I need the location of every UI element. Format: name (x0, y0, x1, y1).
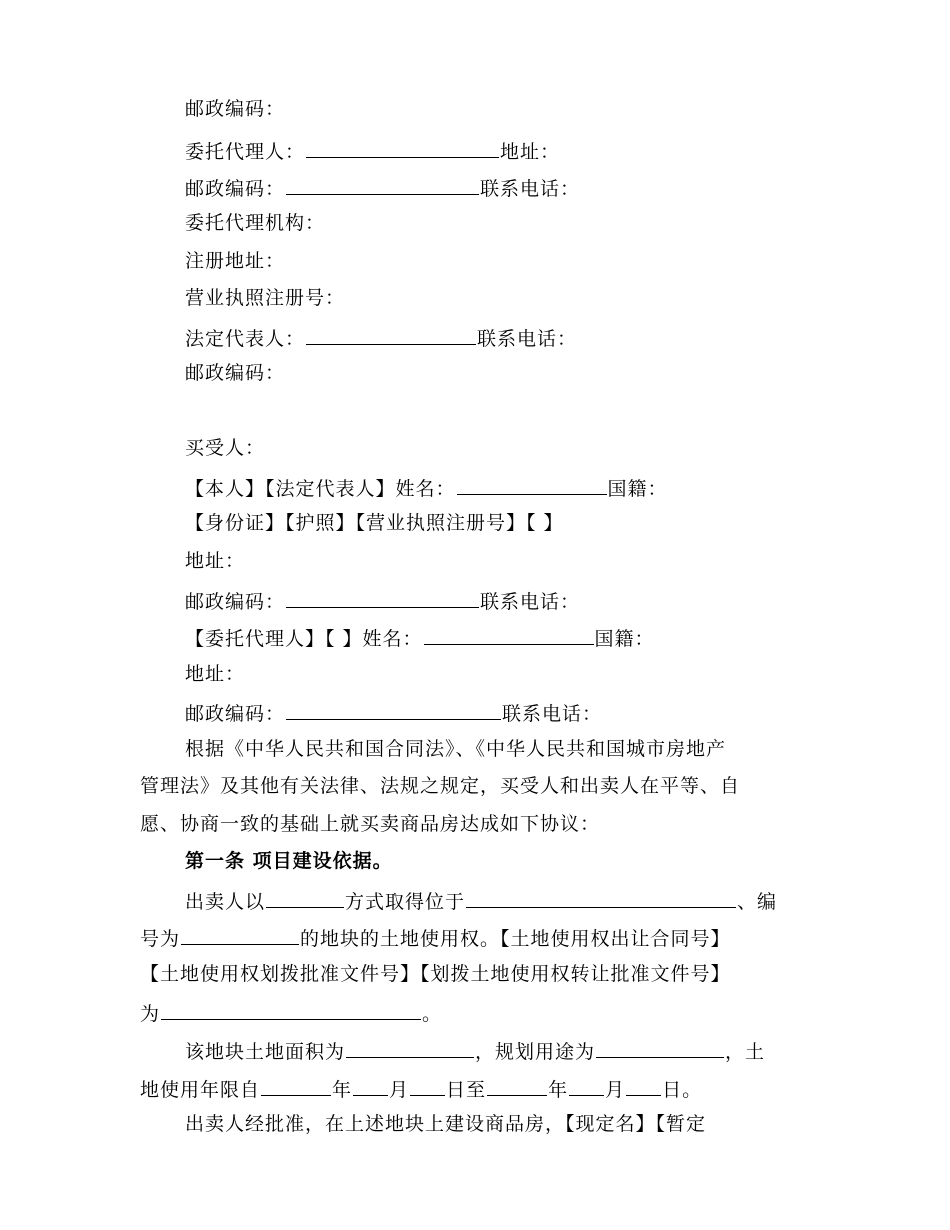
text: 月 (605, 1079, 626, 1101)
location-blank[interactable] (466, 887, 736, 908)
text: 。 (422, 1003, 443, 1025)
preamble-line-1 (185, 737, 726, 761)
preamble-text: 管理法》及其他有关法律、法规之规定，买受人和出卖人在平等、自 (140, 775, 741, 797)
text: 方式取得位于 (345, 891, 466, 913)
postcode-label: 邮政编码： (185, 98, 286, 120)
postcode-label: 邮政编码： (185, 362, 286, 384)
land-use-blank[interactable] (596, 1037, 724, 1058)
article-heading: 第一条 项目建设依据。 (185, 850, 393, 872)
postcode-label: 邮政编码： (185, 591, 286, 613)
text: 月 (389, 1079, 410, 1101)
text: ，土 (725, 1041, 766, 1063)
agent-postcode-line (185, 174, 580, 201)
agency-postcode-line (185, 361, 285, 385)
article-1-p1-line1 (185, 887, 777, 914)
agent-line (185, 137, 560, 164)
end-day-blank[interactable] (626, 1075, 661, 1096)
agency-line (185, 211, 325, 235)
address-label: 地址： (500, 141, 561, 163)
text: 号为 (140, 928, 181, 950)
reg-address-line (185, 249, 285, 273)
license-label: 营业执照注册号： (185, 287, 346, 309)
license-line (185, 286, 345, 310)
end-year-blank[interactable] (487, 1075, 547, 1096)
text: 【土地使用权划拨批准文件号】【划拨土地使用权转让批准文件号】 (140, 963, 731, 985)
address-label: 地址： (185, 550, 246, 572)
legal-rep-label: 法定代表人： (185, 328, 306, 350)
buyer-title (185, 436, 265, 460)
buyer-name-label: 【本人】【法定代表人】姓名： (185, 478, 456, 500)
phone-label: 联系电话： (477, 328, 578, 350)
land-area-blank[interactable] (346, 1037, 474, 1058)
plot-number-blank[interactable] (181, 924, 299, 945)
postcode-blank[interactable] (286, 587, 479, 608)
legal-rep-line (185, 324, 577, 351)
text: 年 (548, 1079, 569, 1101)
postcode-label: 邮政编码： (185, 178, 286, 200)
start-day-blank[interactable] (410, 1075, 445, 1096)
postcode-blank[interactable] (286, 174, 479, 195)
text: 地使用年限自 (140, 1079, 261, 1101)
start-year-blank[interactable] (261, 1075, 331, 1096)
method-blank[interactable] (266, 887, 344, 908)
buyer-name-line (185, 474, 668, 501)
phone-label: 联系电话： (480, 178, 581, 200)
agency-label: 委托代理机构： (185, 212, 326, 234)
agent-label: 委托代理人： (185, 141, 306, 163)
agent-blank[interactable] (306, 137, 499, 158)
article-1-p2-line1 (185, 1037, 765, 1064)
phone-label: 联系电话： (480, 591, 581, 613)
text: 为 (140, 1003, 161, 1025)
article-1-p3-line1 (185, 1112, 706, 1136)
id-options: 【身份证】【护照】【营业执照注册号】【 】 (185, 512, 564, 534)
phone-label: 联系电话： (502, 703, 603, 725)
seller-postcode-line (185, 97, 285, 121)
buyer-id-line (185, 511, 564, 535)
text: 年 (332, 1079, 353, 1101)
buyer-name-blank[interactable] (457, 474, 607, 495)
postcode-blank[interactable] (286, 699, 501, 720)
buyer-agent-line (185, 624, 655, 651)
preamble-text: 根据《中华人民共和国合同法》、《中华人民共和国城市房地产 (185, 738, 727, 760)
text: 日。 (662, 1079, 703, 1101)
article-1-p1-line4 (140, 999, 442, 1026)
buyer-agent-address-line (185, 662, 245, 686)
nationality-label: 国籍： (594, 628, 655, 650)
article-1-p2-line2 (140, 1075, 702, 1102)
preamble-line-3 (140, 812, 600, 836)
article-1-p1-line3 (140, 962, 731, 986)
text: 的地块的土地使用权。【土地使用权出让合同号】 (300, 928, 731, 950)
address-label: 地址： (185, 663, 246, 685)
buyer-agent-label: 【委托代理人】【 】姓名： (185, 628, 423, 650)
nationality-label: 国籍： (607, 478, 668, 500)
text: 、编 (737, 891, 778, 913)
contract-number-blank[interactable] (161, 999, 421, 1020)
buyer-agent-postcode-line (185, 699, 602, 726)
legal-rep-blank[interactable] (306, 324, 476, 345)
reg-address-label: 注册地址： (185, 250, 286, 272)
buyer-address-line (185, 549, 245, 573)
postcode-label: 邮政编码： (185, 703, 286, 725)
preamble-text: 愿、协商一致的基础上就买卖商品房达成如下协议： (140, 813, 601, 835)
preamble-line-2 (140, 774, 810, 798)
text: ，规划用途为 (475, 1041, 596, 1063)
article-1-heading (185, 849, 393, 873)
text: 日至 (446, 1079, 487, 1101)
article-1-p1-line2 (140, 924, 731, 951)
buyer-agent-blank[interactable] (424, 624, 594, 645)
end-month-blank[interactable] (569, 1075, 604, 1096)
buyer-label: 买受人： (185, 437, 266, 459)
text: 出卖人经批准，在上述地块上建设商品房，【现定名】【暂定 (185, 1113, 707, 1135)
text: 出卖人以 (185, 891, 266, 913)
text: 该地块土地面积为 (185, 1041, 346, 1063)
start-month-blank[interactable] (353, 1075, 388, 1096)
buyer-postcode-line (185, 587, 580, 614)
